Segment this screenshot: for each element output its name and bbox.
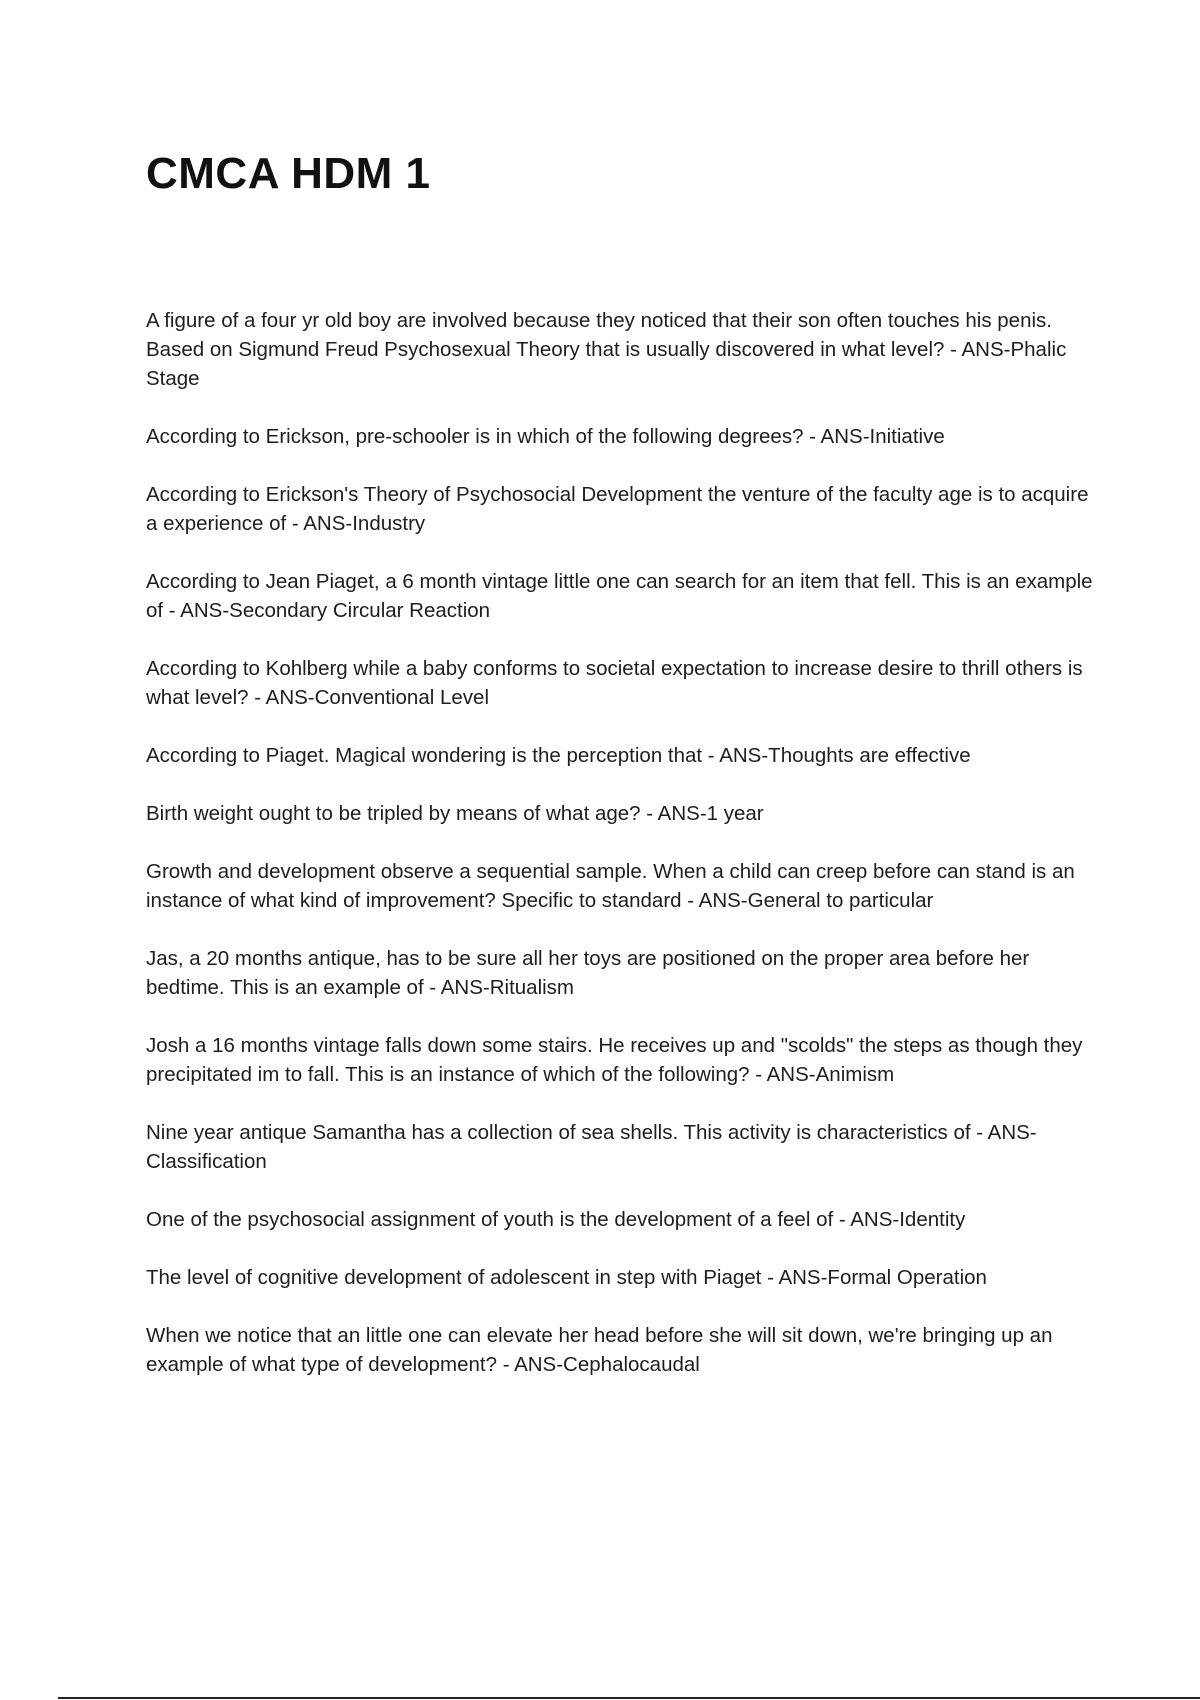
page-title: CMCA HDM 1 [146,149,431,198]
qa-item: When we notice that an little one can elevate her head before she will sit down, we're bringing up an example of what type of development? - ANS-Cephalocaudal [146,1324,1053,1376]
qa-item: Birth weight ought to be tripled by means of what age? - ANS-1 year [146,802,764,825]
qa-item: According to Erickson's Theory of Psychosocial Development the venture of the faculty age is to acquire a experience of - ANS-Industry [146,483,1089,535]
qa-item: Growth and development observe a sequential sample. When a child can creep before can stand is an instance of what kind of improvement? Specific to standard - ANS-General to particular [146,860,1075,912]
qa-item: One of the psychosocial assignment of youth is the development of a feel of - ANS-Identity [146,1208,966,1231]
qa-item: A figure of a four yr old boy are involved because they noticed that their son often touches his penis. Based on Sigmund Freud Psychosexual Theory that is usually discovered in what level? - ANS-Phalic Stage [146,309,1067,390]
qa-item: The level of cognitive development of adolescent in step with Piaget - ANS-Formal Operation [146,1266,987,1289]
qa-item: Josh a 16 months vintage falls down some stairs. He receives up and "scolds" the steps as though they precipitated im to fall. This is an instance of which of the following? - ANS-Animism [146,1034,1083,1086]
question-answer-list [146,306,1096,1408]
qa-item: Nine year antique Samantha has a collection of sea shells. This activity is characteristics of - ANS-Classification [146,1121,1037,1173]
footer-divider [58,1697,1200,1699]
qa-item: According to Kohlberg while a baby conforms to societal expectation to increase desire to thrill others is what level? - ANS-Conventional Level [146,657,1083,709]
qa-item: According to Piaget. Magical wondering is the perception that - ANS-Thoughts are effective [146,744,971,767]
qa-item: Jas, a 20 months antique, has to be sure all her toys are positioned on the proper area before her bedtime. This is an example of - ANS-Ritualism [146,947,1030,999]
qa-item: According to Erickson, pre-schooler is in which of the following degrees? - ANS-Initiative [146,425,945,448]
qa-item: According to Jean Piaget, a 6 month vintage little one can search for an item that fell. This is an example of - ANS-Secondary Circular Reaction [146,570,1093,622]
